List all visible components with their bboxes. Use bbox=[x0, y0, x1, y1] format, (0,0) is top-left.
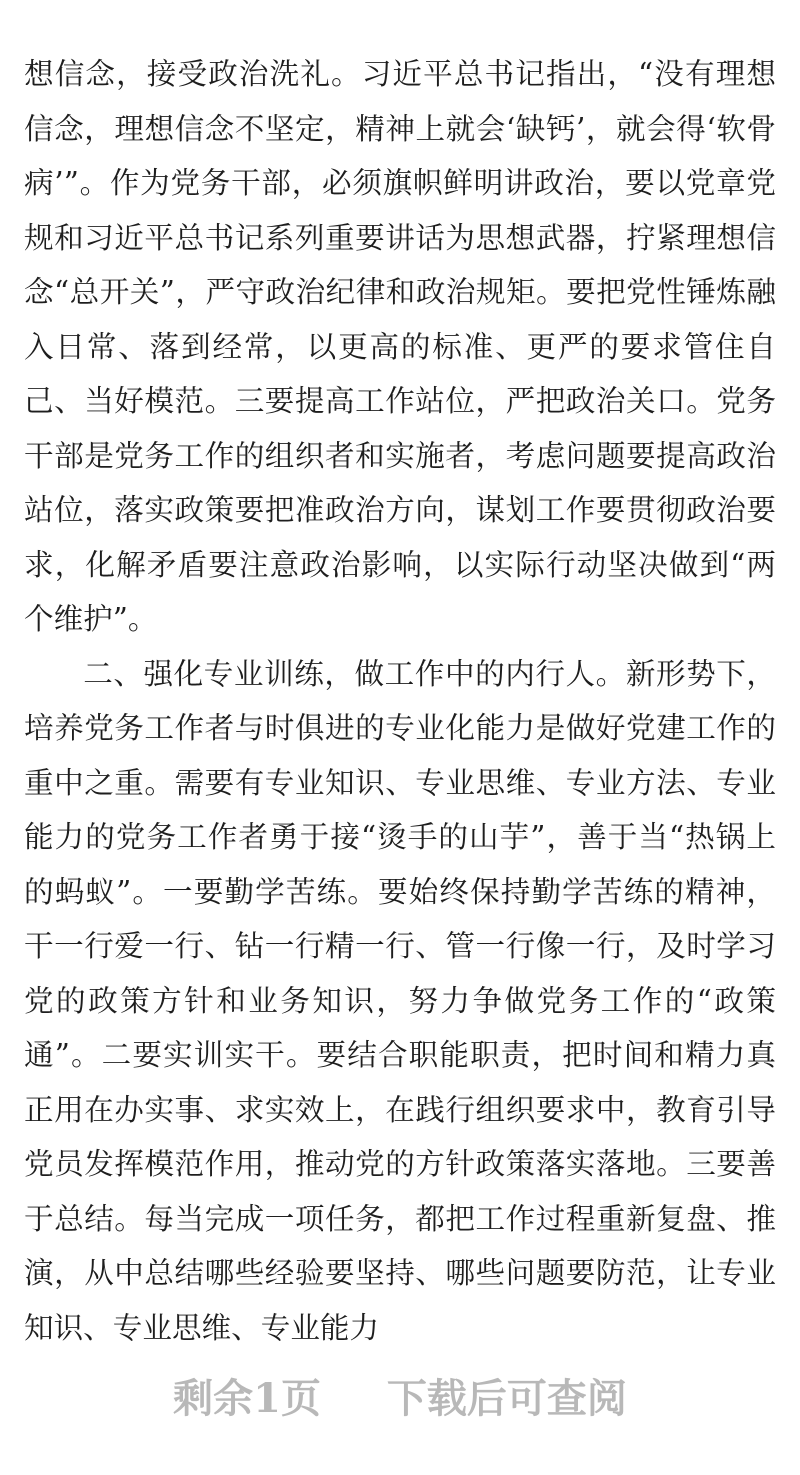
paragraph-continued: 想信念，接受政治洗礼。习近平总书记指出，“没有理想信念，理想信念不坚定，精神上就会‘缺钙’，就会得‘软骨病’”。作为党务干部，必须旗帜鲜明讲政治，要以党章党规和习近平总书记系列重要讲话为思想武器，拧紧理想信念“总开关”，严守政治纪律和政治规矩。要把党性锤炼融入日常、落到经常，以更高的标准、更严的要求管住自己、当好模范。三要提高工作站位，严把政治关口。党务干部是党务工作的组织者和实施者，考虑问题要提高政治站位，落实政策要把准政治方向，谋划工作要贯彻政治要求，化解矛盾要注意政治影响，以实际行动坚决做到“两个维护”。 bbox=[24, 57, 776, 636]
paragraph-section-two: 二、强化专业训练，做工作中的内行人。新形势下，培养党务工作者与时俱进的专业化能力是做好党建工作的重中之重。需要有专业知识、专业思维、专业方法、专业能力的党务工作者勇于接“烫手的山芋”，善于当“热锅上的蚂蚁”。一要勤学苦练。要始终保持勤学苦练的精神，干一行爱一行、钻一行精一行、管一行像一行，及时学习党的政策方针和业务知识，努力争做党务工作的“政策通”。二要实训实干。要结合职能职责，把时间和精力真正用在办实事、求实效上，在践行组织要求中，教育引导党员发挥模范作用，推动党的方针政策落实落地。三要善于总结。每当完成一项任务，都把工作过程重新复盘、推演，从中总结哪些经验要坚持、哪些问题要防范，让专业知识、专业思维、专业能力 bbox=[24, 656, 776, 1345]
download-to-view-label: 下载后可查阅 bbox=[386, 1375, 627, 1422]
document-body bbox=[24, 47, 776, 1355]
download-prompt[interactable] bbox=[0, 1369, 800, 1429]
remaining-pages-label: 剩余1页 bbox=[173, 1375, 321, 1422]
